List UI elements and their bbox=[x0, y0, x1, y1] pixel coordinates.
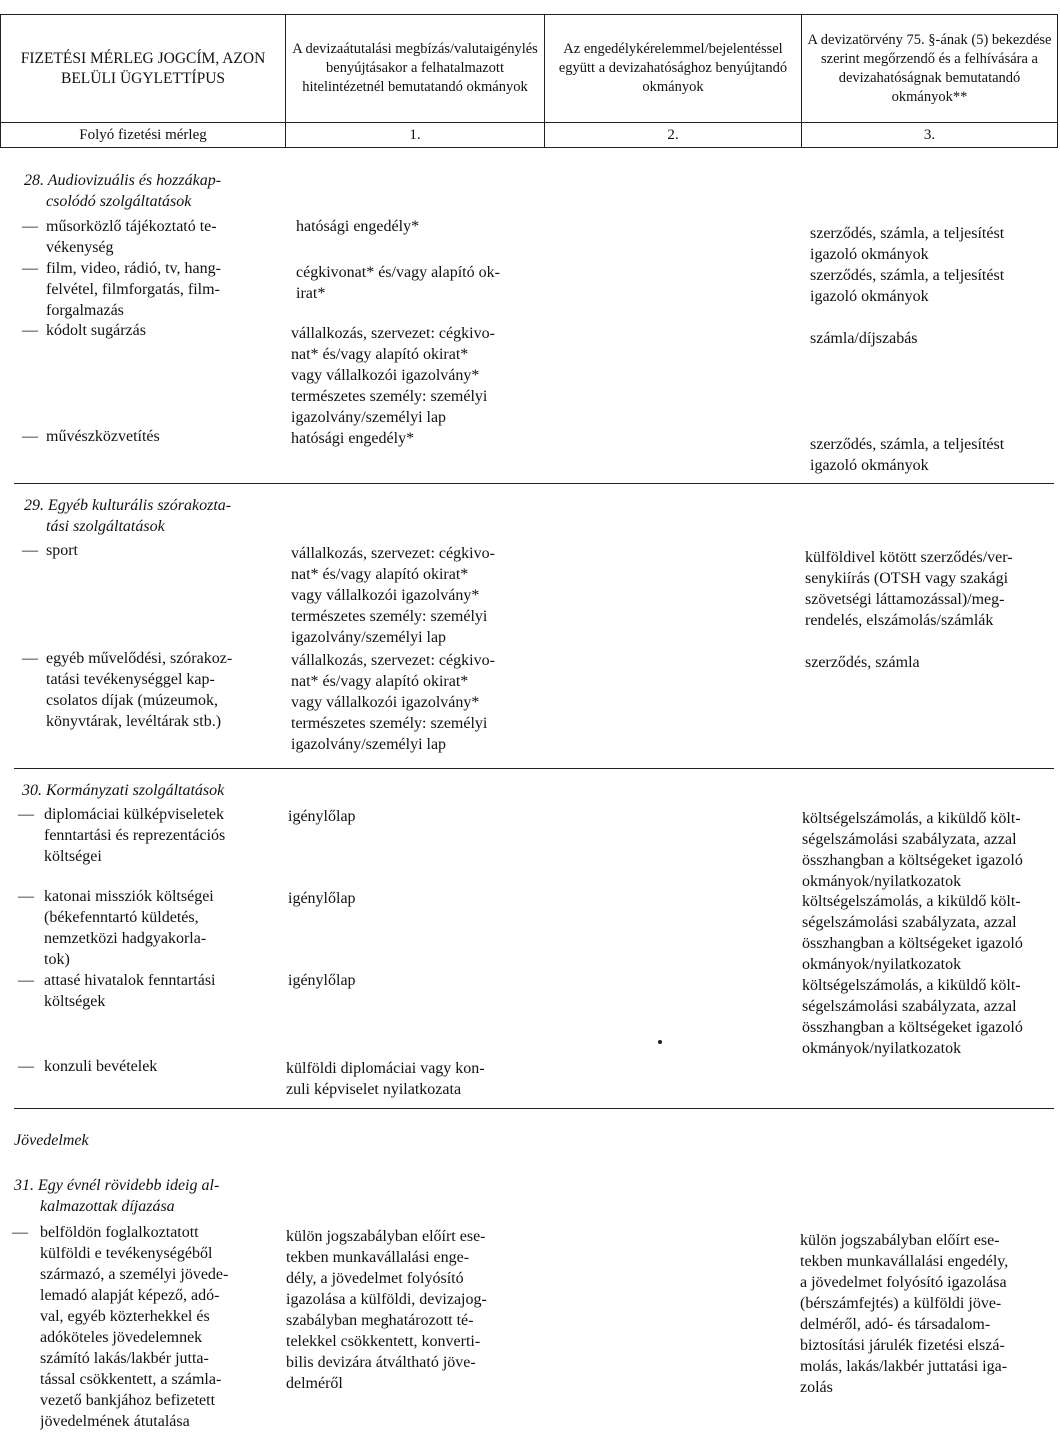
text-line: a jövedelmet folyósító igazolása bbox=[800, 1274, 1007, 1291]
text-line: lemadó alapját képező, adó- bbox=[40, 1287, 220, 1304]
s29-r1-doc1 bbox=[291, 543, 531, 648]
s30-r4-item bbox=[44, 1056, 269, 1077]
text-line: összhangban a költségeket igazoló bbox=[802, 935, 1023, 952]
s28-r1-item bbox=[46, 216, 276, 258]
text-line: számla/díjszabás bbox=[810, 330, 918, 347]
s30-r3-item bbox=[44, 970, 269, 1012]
text-line: rendelés, elszámolás/számlák bbox=[805, 612, 994, 629]
text-line: igazolvány/személyi lap bbox=[291, 409, 447, 426]
header-col1: FIZETÉSI MÉRLEG JOGCÍM, AZON BELÜLI ÜGYLETTÍPUS bbox=[20, 49, 266, 87]
text-line: számító lakás/lakbér jutta- bbox=[40, 1350, 209, 1367]
header-col4: A devizatörvény 75. §-ának (5) bekezdése szerint megőrzendő és a felhívására a devizahatóságnak bemutatandó okmányok** bbox=[801, 15, 1057, 122]
s31-r1-doc1 bbox=[286, 1226, 526, 1394]
text-line: senykiírás (OTSH vagy szakági bbox=[805, 570, 1009, 587]
text-line: igazolása a külföldi, devizajog- bbox=[286, 1291, 487, 1308]
text-line: (bérszámfejtés) a külföldi jöve- bbox=[800, 1295, 1002, 1312]
text-line: szerződés, számla, a teljesítést bbox=[810, 436, 1005, 453]
section-29-title: 29. Egyéb kulturális szórakozta- bbox=[24, 497, 232, 514]
dash: — bbox=[18, 1058, 34, 1075]
text-line: attasé hivatalok fenntartási bbox=[44, 972, 216, 989]
text-line: delméről, adó- és társadalom- bbox=[800, 1316, 991, 1333]
text-line: természetes személy: személyi bbox=[291, 388, 488, 405]
text-line: igazolvány/személyi lap bbox=[291, 629, 447, 646]
text-line: külföldi e tevékenységéből bbox=[40, 1245, 213, 1262]
text-line: származó, a személyi jövede- bbox=[40, 1266, 229, 1283]
text-line: tással csökkentett, a számla- bbox=[40, 1371, 222, 1388]
text-line: költségei bbox=[44, 848, 102, 865]
section-28-title-cont: csolódó szolgáltatások bbox=[46, 193, 192, 210]
s28-r4-doc1 bbox=[291, 428, 531, 449]
s31-r1-doc3 bbox=[800, 1230, 1050, 1398]
text-line: biztosítási járulék fizetési elszá- bbox=[800, 1337, 1005, 1354]
text-line: val, egyéb közterhekkel és bbox=[40, 1308, 210, 1325]
dash: — bbox=[22, 542, 38, 559]
category-heading: Jövedelmek bbox=[14, 1132, 89, 1149]
text-line: külföldivel kötött szerződés/ver- bbox=[805, 549, 1013, 566]
dash: — bbox=[12, 1224, 28, 1241]
text-line: művészközvetítés bbox=[46, 428, 160, 445]
text-line: irat* bbox=[296, 285, 326, 302]
s28-r1-doc1 bbox=[296, 216, 531, 237]
text-line: csolatos díjak (múzeumok, bbox=[46, 692, 218, 709]
s30-r1-item bbox=[44, 804, 269, 867]
header-table bbox=[0, 14, 1058, 148]
section-29-title-cont: tási szolgáltatások bbox=[46, 518, 165, 535]
s30-r2-doc1 bbox=[288, 888, 528, 909]
text-line: dély, a jövedelmet folyósító bbox=[286, 1270, 464, 1287]
text-line: ségelszámolási szabályzata, azzal bbox=[802, 914, 1017, 931]
text-line: ségelszámolási szabályzata, azzal bbox=[802, 998, 1017, 1015]
text-line: tatási tevékenységgel kap- bbox=[46, 671, 215, 688]
text-line: igazolvány/személyi lap bbox=[291, 736, 447, 753]
text-line: szövetségi láttamozással)/meg- bbox=[805, 591, 1005, 608]
text-line: nat* és/vagy alapító okirat* bbox=[291, 346, 469, 363]
section-28-title: 28. Audiovizuális és hozzákap- bbox=[24, 172, 222, 189]
text-line: tekben munkavállalási engedély, bbox=[800, 1253, 1009, 1270]
s29-r2-item bbox=[46, 648, 276, 732]
text-line: film, video, rádió, tv, hang- bbox=[46, 260, 221, 277]
s30-r3-doc3 bbox=[802, 975, 1052, 1059]
text-line: katonai missziók költségei bbox=[44, 888, 214, 905]
s29-r1-doc3 bbox=[805, 547, 1050, 631]
text-line: molás, lakás/lakbér juttatási iga- bbox=[800, 1358, 1008, 1375]
header-num3: 2. bbox=[544, 122, 801, 147]
text-line: vékenység bbox=[46, 239, 114, 256]
text-line: tekben munkavállalási enge- bbox=[286, 1249, 470, 1266]
print-speck bbox=[658, 1040, 662, 1044]
text-line: külföldi diplomáciai vagy kon- bbox=[286, 1060, 485, 1077]
dash: — bbox=[22, 218, 38, 235]
text-line: igénylőlap bbox=[288, 890, 356, 907]
text-line: telekkel csökkentett, konverti- bbox=[286, 1333, 481, 1350]
text-line: nat* és/vagy alapító okirat* bbox=[291, 673, 469, 690]
text-line: sport bbox=[46, 542, 78, 559]
dash: — bbox=[22, 650, 38, 667]
text-line: szerződés, számla, a teljesítést bbox=[810, 267, 1005, 284]
text-line: okmányok/nyilatkozatok bbox=[802, 1040, 962, 1057]
s28-r3-item bbox=[46, 320, 276, 341]
text-line: diplomáciai külképviseletek bbox=[44, 806, 224, 823]
text-line: műsorközlő tájékoztató te- bbox=[46, 218, 217, 235]
dash: — bbox=[22, 428, 38, 445]
text-line: adóköteles jövedelemnek bbox=[40, 1329, 203, 1346]
text-line: természetes személy: személyi bbox=[291, 715, 488, 732]
dash: — bbox=[18, 888, 34, 905]
text-line: vagy vállalkozói igazolvány* bbox=[291, 694, 480, 711]
text-line: külön jogszabályban előírt ese- bbox=[286, 1228, 486, 1245]
s30-r4-doc1 bbox=[286, 1058, 531, 1100]
text-line: szerződés, számla bbox=[805, 654, 920, 671]
text-line: összhangban a költségeket igazoló bbox=[802, 852, 1023, 869]
dash: — bbox=[18, 972, 34, 989]
s29-r2-doc3 bbox=[805, 652, 1050, 673]
s30-r3-doc1 bbox=[288, 970, 528, 991]
text-line: ségelszámolási szabályzata, azzal bbox=[802, 831, 1017, 848]
text-line: költségelszámolás, a kiküldő költ- bbox=[802, 893, 1021, 910]
text-line: könyvtárak, levéltárak stb.) bbox=[46, 713, 222, 730]
text-line: fenntartási és reprezentációs bbox=[44, 827, 226, 844]
text-line: igénylőlap bbox=[288, 808, 356, 825]
s29-r1-item bbox=[46, 540, 276, 561]
header-col3: Az engedélykérelemmel/bejelentéssel együtt a devizahatósághoz benyújtandó okmányok bbox=[544, 15, 801, 122]
s30-r2-doc3 bbox=[802, 891, 1052, 975]
text-line: zolás bbox=[800, 1379, 833, 1396]
text-line: delméről bbox=[286, 1375, 343, 1392]
s28-r2-item bbox=[46, 258, 276, 321]
text-line: vállalkozás, szervezet: cégkivo- bbox=[291, 545, 495, 562]
s28-r4-doc3 bbox=[810, 434, 1050, 476]
s29-r2-doc1 bbox=[291, 650, 531, 755]
text-line: hatósági engedély* bbox=[296, 218, 420, 235]
text-line: belföldön foglalkoztatott bbox=[40, 1224, 199, 1241]
text-line: tok) bbox=[44, 951, 70, 968]
header-num2: 1. bbox=[285, 122, 544, 147]
text-line: jövedelmének átutalása bbox=[40, 1413, 190, 1430]
text-line: természetes személy: személyi bbox=[291, 608, 488, 625]
text-line: igénylőlap bbox=[288, 972, 356, 989]
text-line: vezető bankjához befizetett bbox=[40, 1392, 216, 1409]
dash: — bbox=[18, 806, 34, 823]
s30-r1-doc3 bbox=[802, 808, 1052, 892]
text-line: vállalkozás, szervezet: cégkivo- bbox=[291, 325, 495, 342]
s28-r4-item bbox=[46, 426, 276, 447]
text-line: igazoló okmányok bbox=[810, 288, 929, 305]
header-col2: A devizaátutalási megbízás/valutaigénylés benyújtásakor a felhatalmazott hitelintézetnél bemutatandó okmányok bbox=[285, 15, 544, 122]
text-line: bilis devizára átváltható jöve- bbox=[286, 1354, 476, 1371]
text-line: egyéb művelődési, szórakoz- bbox=[46, 650, 233, 667]
text-line: költségelszámolás, a kiküldő költ- bbox=[802, 977, 1021, 994]
header-num1: Folyó fizetési mérleg bbox=[1, 122, 285, 147]
section-divider bbox=[14, 483, 1054, 484]
text-line: nat* és/vagy alapító okirat* bbox=[291, 566, 469, 583]
text-line: (békefenntartó küldetés, bbox=[44, 909, 199, 926]
header-num4: 3. bbox=[801, 122, 1057, 147]
section-divider bbox=[14, 1108, 1054, 1109]
s28-r1-doc3 bbox=[810, 223, 1050, 265]
text-line: felvétel, filmforgatás, film- bbox=[46, 281, 220, 298]
text-line: zuli képviselet nyilatkozata bbox=[286, 1081, 462, 1098]
text-line: hatósági engedély* bbox=[291, 430, 415, 447]
text-line: költségek bbox=[44, 993, 106, 1010]
text-line: szerződés, számla, a teljesítést bbox=[810, 225, 1005, 242]
text-line: vagy vállalkozói igazolvány* bbox=[291, 587, 480, 604]
s28-r3-doc1 bbox=[291, 323, 531, 428]
text-line: összhangban a költségeket igazoló bbox=[802, 1019, 1023, 1036]
text-line: okmányok/nyilatkozatok bbox=[802, 956, 962, 973]
text-line: külön jogszabályban előírt ese- bbox=[800, 1232, 1000, 1249]
text-line: vagy vállalkozói igazolvány* bbox=[291, 367, 480, 384]
text-line: igazoló okmányok bbox=[810, 246, 929, 263]
text-line: vállalkozás, szervezet: cégkivo- bbox=[291, 652, 495, 669]
text-line: kódolt sugárzás bbox=[46, 322, 146, 339]
text-line: konzuli bevételek bbox=[44, 1058, 158, 1075]
s31-r1-item bbox=[40, 1222, 266, 1432]
s28-r2-doc1 bbox=[296, 262, 531, 304]
s28-r3-doc3 bbox=[810, 328, 1050, 349]
text-line: okmányok/nyilatkozatok bbox=[802, 873, 962, 890]
section-31-title-cont: kalmazottak díjazása bbox=[40, 1198, 175, 1215]
text-line: igazoló okmányok bbox=[810, 457, 929, 474]
dash: — bbox=[22, 260, 38, 277]
section-30-title: 30. Kormányzati szolgáltatások bbox=[22, 782, 225, 799]
text-line: cégkivonat* és/vagy alapító ok- bbox=[296, 264, 500, 281]
s30-r1-doc1 bbox=[288, 806, 528, 827]
dash: — bbox=[22, 322, 38, 339]
text-line: nemzetközi hadgyakorla- bbox=[44, 930, 207, 947]
s28-r2-doc3 bbox=[810, 265, 1050, 307]
text-line: forgalmazás bbox=[46, 302, 124, 319]
section-divider bbox=[14, 768, 1054, 769]
text-line: szabályban meghatározott té- bbox=[286, 1312, 474, 1329]
section-31-title: 31. Egy évnél rövidebb ideig al- bbox=[14, 1177, 220, 1194]
text-line: költségelszámolás, a kiküldő költ- bbox=[802, 810, 1021, 827]
s30-r2-item bbox=[44, 886, 269, 970]
